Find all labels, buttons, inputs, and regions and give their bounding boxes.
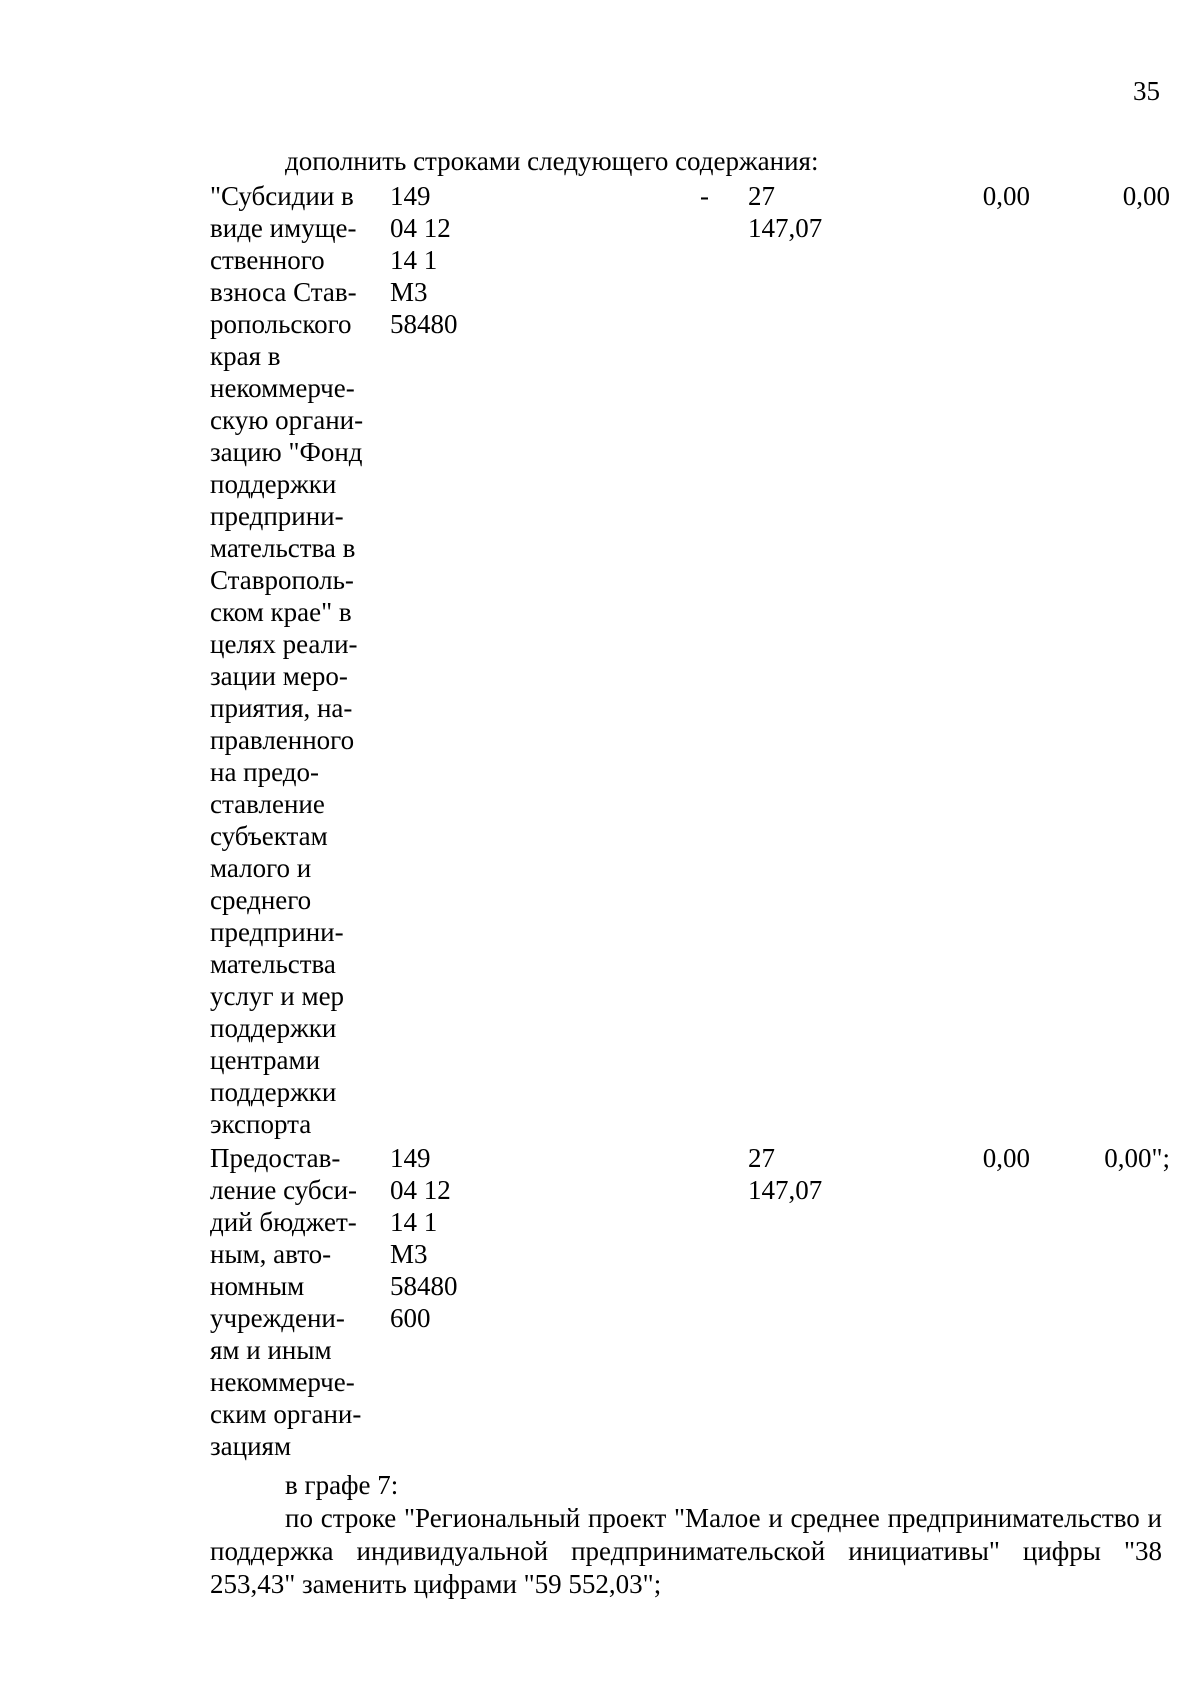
row-name-line: предприни- xyxy=(210,917,344,947)
row-name-line: ям и иным xyxy=(210,1335,332,1365)
row-name-line: некоммерче- xyxy=(210,373,355,403)
row-name-line: субъектам xyxy=(210,821,328,851)
row-vr: - xyxy=(700,181,709,211)
row-name-line: среднего xyxy=(210,885,312,915)
row-name-line: Ставрополь- xyxy=(210,565,354,595)
row-name-line: Предостав- xyxy=(210,1143,341,1173)
row-name-line: ставление xyxy=(210,789,325,819)
row-name-line: взноса Став- xyxy=(210,277,357,307)
row-name-line: малого и xyxy=(210,853,312,883)
row-name-line: целях реали- xyxy=(210,629,358,659)
row-name-line: виде имуще- xyxy=(210,213,357,243)
intro-text: дополнить строками следующего содержания: xyxy=(285,146,819,176)
row-name-line: "Субсидии в xyxy=(210,181,354,211)
row-name-line: номным xyxy=(210,1271,305,1301)
row-name-line: экспорта xyxy=(210,1109,312,1139)
row-name-line: края в xyxy=(210,341,281,371)
row-name-line: ным, авто- xyxy=(210,1239,332,1269)
row-name xyxy=(210,180,390,1140)
row-name-line: зации меро- xyxy=(210,661,348,691)
row-name-line: поддержки xyxy=(210,1013,337,1043)
table-row xyxy=(210,180,1170,1140)
row-name-line: приятия, на- xyxy=(210,693,353,723)
row-value-1: 27 147,07 xyxy=(748,181,823,243)
row-name xyxy=(210,1142,390,1462)
row-value-3: 0,00 xyxy=(1122,181,1170,211)
row-name-line: на предо- xyxy=(210,757,319,787)
row-name-line: поддержки xyxy=(210,1077,337,1107)
row-name-line: ление субси- xyxy=(210,1175,358,1205)
row-name-line: дий бюджет- xyxy=(210,1207,357,1237)
row-value-2: 0,00 xyxy=(982,181,1030,211)
row-name-line: зацию "Фонд xyxy=(210,437,363,467)
row-name-line: зациям xyxy=(210,1431,292,1461)
row-name-line: ским органи- xyxy=(210,1399,362,1429)
row-name-line: правленного xyxy=(210,725,355,755)
table-row xyxy=(210,1142,1170,1462)
row-name-line: скую органи- xyxy=(210,405,364,435)
row-name-line: услуг и мер xyxy=(210,981,345,1011)
row-name-line: учреждени- xyxy=(210,1303,345,1333)
row-value-3: 0,00"; xyxy=(1104,1143,1170,1173)
row-value-1: 27 147,07 xyxy=(748,1143,823,1205)
row-code: 149 04 12 14 1 M3 58480 xyxy=(390,181,458,339)
row-name-line: мательства в xyxy=(210,533,356,563)
row-name-line: поддержки xyxy=(210,469,337,499)
change-paragraph: по строке "Региональный проект "Малое и среднее предпринимательство и поддержка индивидуальной предпринимательской инициативы" цифры "38 253,43" заменить цифрами "59 552,03"; xyxy=(210,1503,1162,1599)
column-7-heading: в графе 7: xyxy=(285,1470,399,1500)
row-value-2: 0,00 xyxy=(982,1143,1030,1173)
row-code: 149 04 12 14 1 M3 58480 600 xyxy=(390,1143,458,1333)
row-name-line: мательства xyxy=(210,949,336,979)
row-name-line: ственного xyxy=(210,245,325,275)
row-name-line: некоммерче- xyxy=(210,1367,355,1397)
row-name-line: ском крае" в xyxy=(210,597,352,627)
row-name-line: предприни- xyxy=(210,501,344,531)
row-name-line: ропольского xyxy=(210,309,352,339)
row-name-line: центрами xyxy=(210,1045,321,1075)
page-number: 35 xyxy=(1133,76,1160,106)
